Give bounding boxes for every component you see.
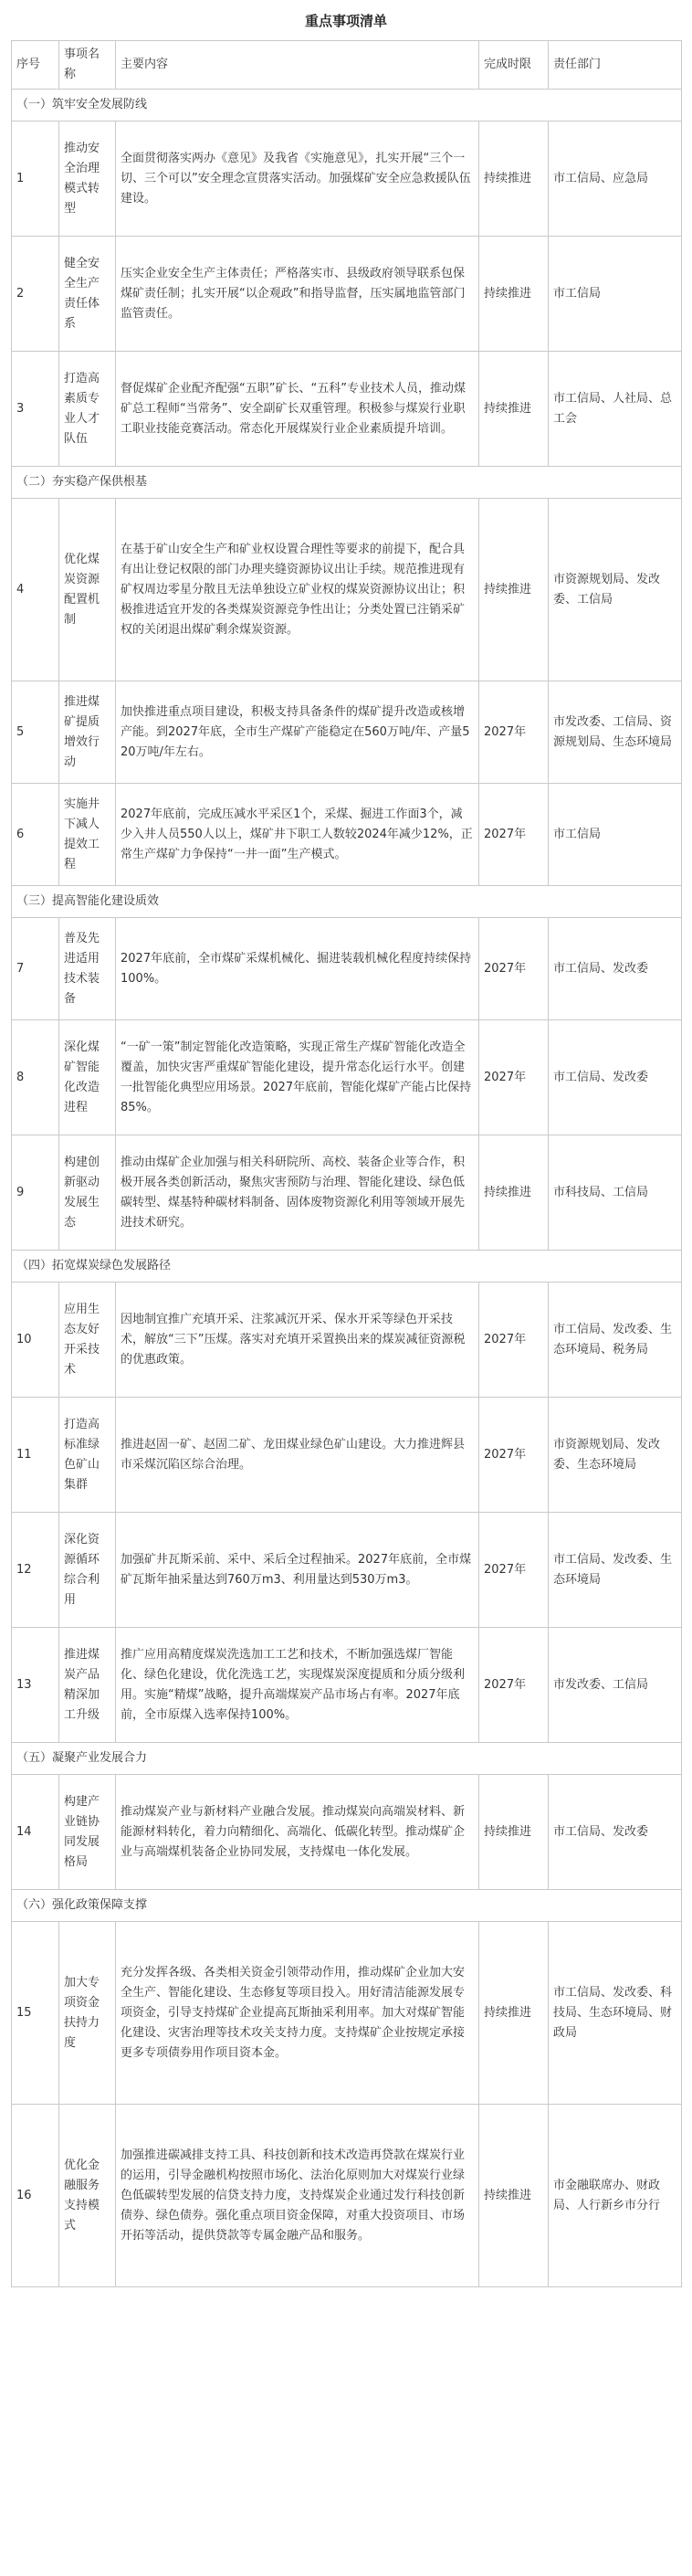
row-dept: 市金融联席办、财政局、人行新乡市分行 [549, 2105, 682, 2287]
row-item: 推动安全治理模式转型 [59, 121, 116, 237]
row-deadline: 持续推进 [479, 352, 549, 467]
row-no: 5 [12, 681, 59, 784]
row-deadline: 持续推进 [479, 499, 549, 681]
row-content: 因地制宜推广充填开采、注浆减沉开采、保水开采等绿色开采技术，解放“三下”压煤。落实对充填开采置换出来的煤炭减征资源税的优惠政策。 [116, 1283, 479, 1398]
row-item: 深化煤矿智能化改造进程 [59, 1020, 116, 1135]
row-no: 14 [12, 1775, 59, 1890]
header-content: 主要内容 [116, 41, 479, 90]
row-content: 推动由煤矿企业加强与相关科研院所、高校、装备企业等合作，积极开展各类创新活动，聚焦灾害预防与治理、智能化建设、绿色低碳转型、煤基特种碳材料制备、固体废物资源化利用等领域开展先进技术研究。 [116, 1135, 479, 1251]
row-item: 构建创新驱动发展生态 [59, 1135, 116, 1251]
row-dept: 市工信局、发改委 [549, 1020, 682, 1135]
table-row [12, 2105, 682, 2287]
header-deadline: 完成时限 [479, 41, 549, 90]
row-content: 2027年底前，完成压减水平采区1个，采煤、掘进工作面3个，减少入井人员550人以上，煤矿井下职工人数较2024年减少12%，正常生产煤矿力争保持“一井一面”生产模式。 [116, 784, 479, 886]
row-item: 推进煤矿提质增效行动 [59, 681, 116, 784]
table-row [12, 1775, 682, 1890]
row-deadline: 2027年 [479, 1283, 549, 1398]
table-row [12, 1135, 682, 1251]
row-dept: 市工信局、应急局 [549, 121, 682, 237]
row-content: 加强矿井瓦斯采前、采中、采后全过程抽采。2027年底前，全市煤矿瓦斯年抽采量达到760万m3、利用量达到530万m3。 [116, 1513, 479, 1628]
row-no: 2 [12, 237, 59, 352]
header-no: 序号 [12, 41, 59, 90]
section-row [12, 1251, 682, 1283]
row-item: 实施井下减人提效工程 [59, 784, 116, 886]
row-dept: 市工信局 [549, 784, 682, 886]
row-dept: 市工信局、发改委、科技局、生态环境局、财政局 [549, 1922, 682, 2105]
row-no: 4 [12, 499, 59, 681]
row-no: 1 [12, 121, 59, 237]
row-content: 在基于矿山安全生产和矿业权设置合理性等要求的前提下，配合具有出让登记权限的部门办理夹缝资源协议出让手续。规范推进现有矿权周边零星分散且无法单独设立矿业权的煤炭资源协议出让；积极推进适宜开发的各类煤炭资源竞争性出让；分类处置已注销采矿权的关闭退出煤矿剩余煤炭资源。 [116, 499, 479, 681]
row-deadline: 持续推进 [479, 1775, 549, 1890]
row-item: 打造高素质专业人才队伍 [59, 352, 116, 467]
header-dept: 责任部门 [549, 41, 682, 90]
row-dept: 市工信局 [549, 237, 682, 352]
row-content: 推广应用高精度煤炭洗选加工工艺和技术，不断加强选煤厂智能化、绿色化建设，优化洗选工艺，实现煤炭深度提质和分质分级利用。实施“精煤”战略，提升高端煤炭产品市场占有率。2027年底前，全市原煤入选率保持100%。 [116, 1628, 479, 1743]
row-dept: 市科技局、工信局 [549, 1135, 682, 1251]
row-content: 2027年底前，全市煤矿采煤机械化、掘进装载机械化程度持续保持100%。 [116, 918, 479, 1020]
row-item: 加大专项资金扶持力度 [59, 1922, 116, 2105]
row-no: 7 [12, 918, 59, 1020]
section-row [12, 90, 682, 121]
table-row [12, 784, 682, 886]
table-row [12, 1398, 682, 1513]
section-label: （四）拓宽煤炭绿色发展路径 [12, 1251, 682, 1283]
row-no: 3 [12, 352, 59, 467]
row-no: 11 [12, 1398, 59, 1513]
table-row [12, 352, 682, 467]
row-dept: 市发改委、工信局、资源规划局、生态环境局 [549, 681, 682, 784]
section-row [12, 1743, 682, 1775]
row-dept: 市工信局、发改委、生态环境局、税务局 [549, 1283, 682, 1398]
row-deadline: 2027年 [479, 918, 549, 1020]
table-row [12, 1922, 682, 2105]
row-dept: 市发改委、工信局 [549, 1628, 682, 1743]
row-no: 13 [12, 1628, 59, 1743]
row-content: 加快推进重点项目建设，积极支持具备条件的煤矿提升改造或核增产能。到2027年底，全市生产煤矿产能稳定在560万吨/年、产量520万吨/年左右。 [116, 681, 479, 784]
section-label: （六）强化政策保障支撑 [12, 1890, 682, 1922]
row-no: 12 [12, 1513, 59, 1628]
row-dept: 市资源规划局、发改委、生态环境局 [549, 1398, 682, 1513]
row-deadline: 持续推进 [479, 237, 549, 352]
row-dept: 市工信局、发改委、生态环境局 [549, 1513, 682, 1628]
row-no: 16 [12, 2105, 59, 2287]
row-content: 推进赵固一矿、赵固二矿、龙田煤业绿色矿山建设。大力推进辉县市采煤沉陷区综合治理。 [116, 1398, 479, 1513]
row-content: 充分发挥各级、各类相关资金引领带动作用，推动煤矿企业加大安全生产、智能化建设、生态修复等项目投入。用好清洁能源发展专项资金，引导支持煤矿企业提高瓦斯抽采利用率。加大对煤矿智能化建设、灾害治理等技术攻关支持力度。支持煤矿企业按规定承接更多专项债券用作项目资本金。 [116, 1922, 479, 2105]
table-row [12, 1513, 682, 1628]
table-row [12, 918, 682, 1020]
table-row [12, 237, 682, 352]
row-content: “一矿一策”制定智能化改造策略，实现正常生产煤矿智能化改造全覆盖，加快灾害严重煤矿智能化建设，提升常态化运行水平。创建一批智能化典型应用场景。2027年底前，智能化煤矿产能占比保持85%。 [116, 1020, 479, 1135]
section-label: （一）筑牢安全发展防线 [12, 90, 682, 121]
row-deadline: 2027年 [479, 1513, 549, 1628]
table-row [12, 1283, 682, 1398]
section-label: （五）凝聚产业发展合力 [12, 1743, 682, 1775]
row-content: 压实企业安全生产主体责任；严格落实市、县级政府领导联系包保煤矿责任制；扎实开展“以企观政”和指导监督，压实属地监管部门监管责任。 [116, 237, 479, 352]
row-no: 10 [12, 1283, 59, 1398]
section-row [12, 1890, 682, 1922]
row-item: 普及先进适用技术装备 [59, 918, 116, 1020]
row-dept: 市工信局、发改委 [549, 918, 682, 1020]
row-no: 8 [12, 1020, 59, 1135]
row-item: 优化金融服务支持模式 [59, 2105, 116, 2287]
row-deadline: 持续推进 [479, 1135, 549, 1251]
header-item: 事项名称 [59, 41, 116, 90]
row-item: 健全安全生产责任体系 [59, 237, 116, 352]
row-item: 打造高标准绿色矿山集群 [59, 1398, 116, 1513]
row-content: 督促煤矿企业配齐配强“五职”矿长、“五科”专业技术人员，推动煤矿总工程师“当常务”、安全副矿长双重管理。积极参与煤炭行业职工职业技能竞赛活动。常态化开展煤炭行业企业素质提升培训。 [116, 352, 479, 467]
row-deadline: 持续推进 [479, 1922, 549, 2105]
key-items-table [11, 40, 682, 2287]
row-no: 6 [12, 784, 59, 886]
row-no: 9 [12, 1135, 59, 1251]
row-item: 优化煤炭资源配置机制 [59, 499, 116, 681]
row-deadline: 2027年 [479, 1020, 549, 1135]
section-row [12, 886, 682, 918]
row-deadline: 持续推进 [479, 121, 549, 237]
row-content: 推动煤炭产业与新材料产业融合发展。推动煤炭向高端炭材料、新能源材料转化，着力向精细化、高端化、低碳化转型。推动煤矿企业与高端煤机装备企业协同发展，支持煤电一体化发展。 [116, 1775, 479, 1890]
table-row [12, 1020, 682, 1135]
row-content: 加强推进碳减排支持工具、科技创新和技术改造再贷款在煤炭行业的运用，引导金融机构按照市场化、法治化原则加大对煤炭行业绿色低碳转型发展的信贷支持力度，支持煤炭企业通过发行科技创新债券、绿色债券。强化重点项目资金保障，对重大投资项目、市场开拓等活动，提供贷款等专属金融产品和服务。 [116, 2105, 479, 2287]
row-deadline: 2027年 [479, 1628, 549, 1743]
table-row [12, 681, 682, 784]
table-row [12, 499, 682, 681]
row-deadline: 2027年 [479, 681, 549, 784]
document-title: 重点事项清单 [304, 13, 387, 29]
section-label: （三）提高智能化建设质效 [12, 886, 682, 918]
row-item: 深化资源循环综合利用 [59, 1513, 116, 1628]
row-deadline: 持续推进 [479, 2105, 549, 2287]
row-content: 全面贯彻落实两办《意见》及我省《实施意见》，扎实开展“三个一切、三个可以”安全理念宣贯落实活动。加强煤矿安全应急救援队伍建设。 [116, 121, 479, 237]
row-item: 应用生态友好开采技术 [59, 1283, 116, 1398]
row-item: 推进煤炭产品精深加工升级 [59, 1628, 116, 1743]
table-row [12, 1628, 682, 1743]
row-dept: 市资源规划局、发改委、工信局 [549, 499, 682, 681]
row-item: 构建产业链协同发展格局 [59, 1775, 116, 1890]
row-no: 15 [12, 1922, 59, 2105]
table-header-row [12, 41, 682, 90]
row-dept: 市工信局、发改委 [549, 1775, 682, 1890]
row-deadline: 2027年 [479, 1398, 549, 1513]
section-row [12, 467, 682, 499]
table-row [12, 121, 682, 237]
row-deadline: 2027年 [479, 784, 549, 886]
section-label: （二）夯实稳产保供根基 [12, 467, 682, 499]
row-dept: 市工信局、人社局、总工会 [549, 352, 682, 467]
